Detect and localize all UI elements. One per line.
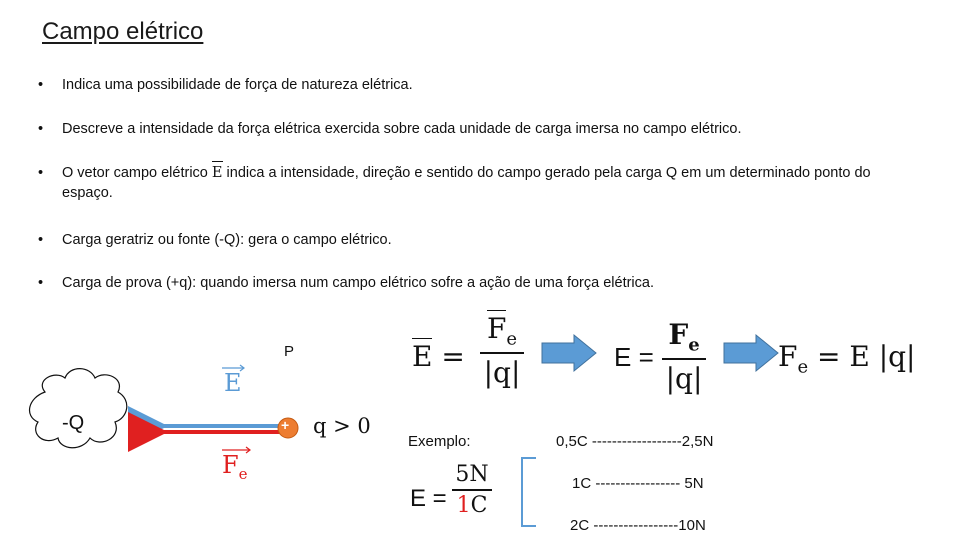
example-bracket: [516, 456, 540, 528]
example-row: 1C ----------------- 5N: [572, 475, 704, 492]
formula-force: $F_e = E$ |q|: [778, 340, 916, 378]
bullet-item: • Carga geratriz ou fonte (-Q): gera o campo elétrico.: [38, 230, 922, 250]
source-charge-cloud: [30, 369, 127, 448]
source-charge-label: -Q: [62, 412, 85, 434]
test-charge-sign: +: [281, 417, 290, 433]
example-row: 0,5C ------------------2,5N: [556, 433, 714, 450]
formula-magnitude-lhs: E =: [614, 342, 654, 372]
formula-field-lhs: E =: [412, 340, 465, 373]
field-vector-label: E: [224, 369, 242, 397]
bullet-item: • Carga de prova (+q): quando imersa num campo elétrico sofre a ação de uma força elétrica.: [38, 273, 922, 293]
flow-arrow-2: [722, 333, 782, 373]
example-formula-fraction: 5N 1C: [452, 462, 492, 518]
field-vector-symbol: E: [211, 165, 223, 181]
slide-title: Campo elétrico: [42, 18, 204, 45]
formula-field-fraction: $F_e$ |q|: [480, 312, 524, 389]
point-label: P: [284, 343, 295, 360]
example-label: Exemplo:: [408, 433, 471, 450]
flow-arrow-1: [540, 333, 600, 373]
force-vector-label: $F_e$: [222, 451, 248, 483]
bullet-item: • Indica uma possibilidade de força de natureza elétrica.: [38, 75, 922, 95]
charge-condition: q > 0: [313, 414, 371, 438]
example-formula-lhs: E =: [410, 485, 447, 512]
example-row: 2C -----------------10N: [570, 517, 706, 534]
bullet-item: • Descreve a intensidade da força elétrica exercida sobre cada unidade de carga imersa no campo elétrico.: [38, 119, 922, 139]
bullet-item: • O vetor campo elétrico E indica a intensidade, direção e sentido do campo gerado pela carga Q em um determinado ponto do espaço.: [38, 163, 922, 203]
formula-magnitude-fraction: $F_e$ |q|: [662, 318, 706, 395]
